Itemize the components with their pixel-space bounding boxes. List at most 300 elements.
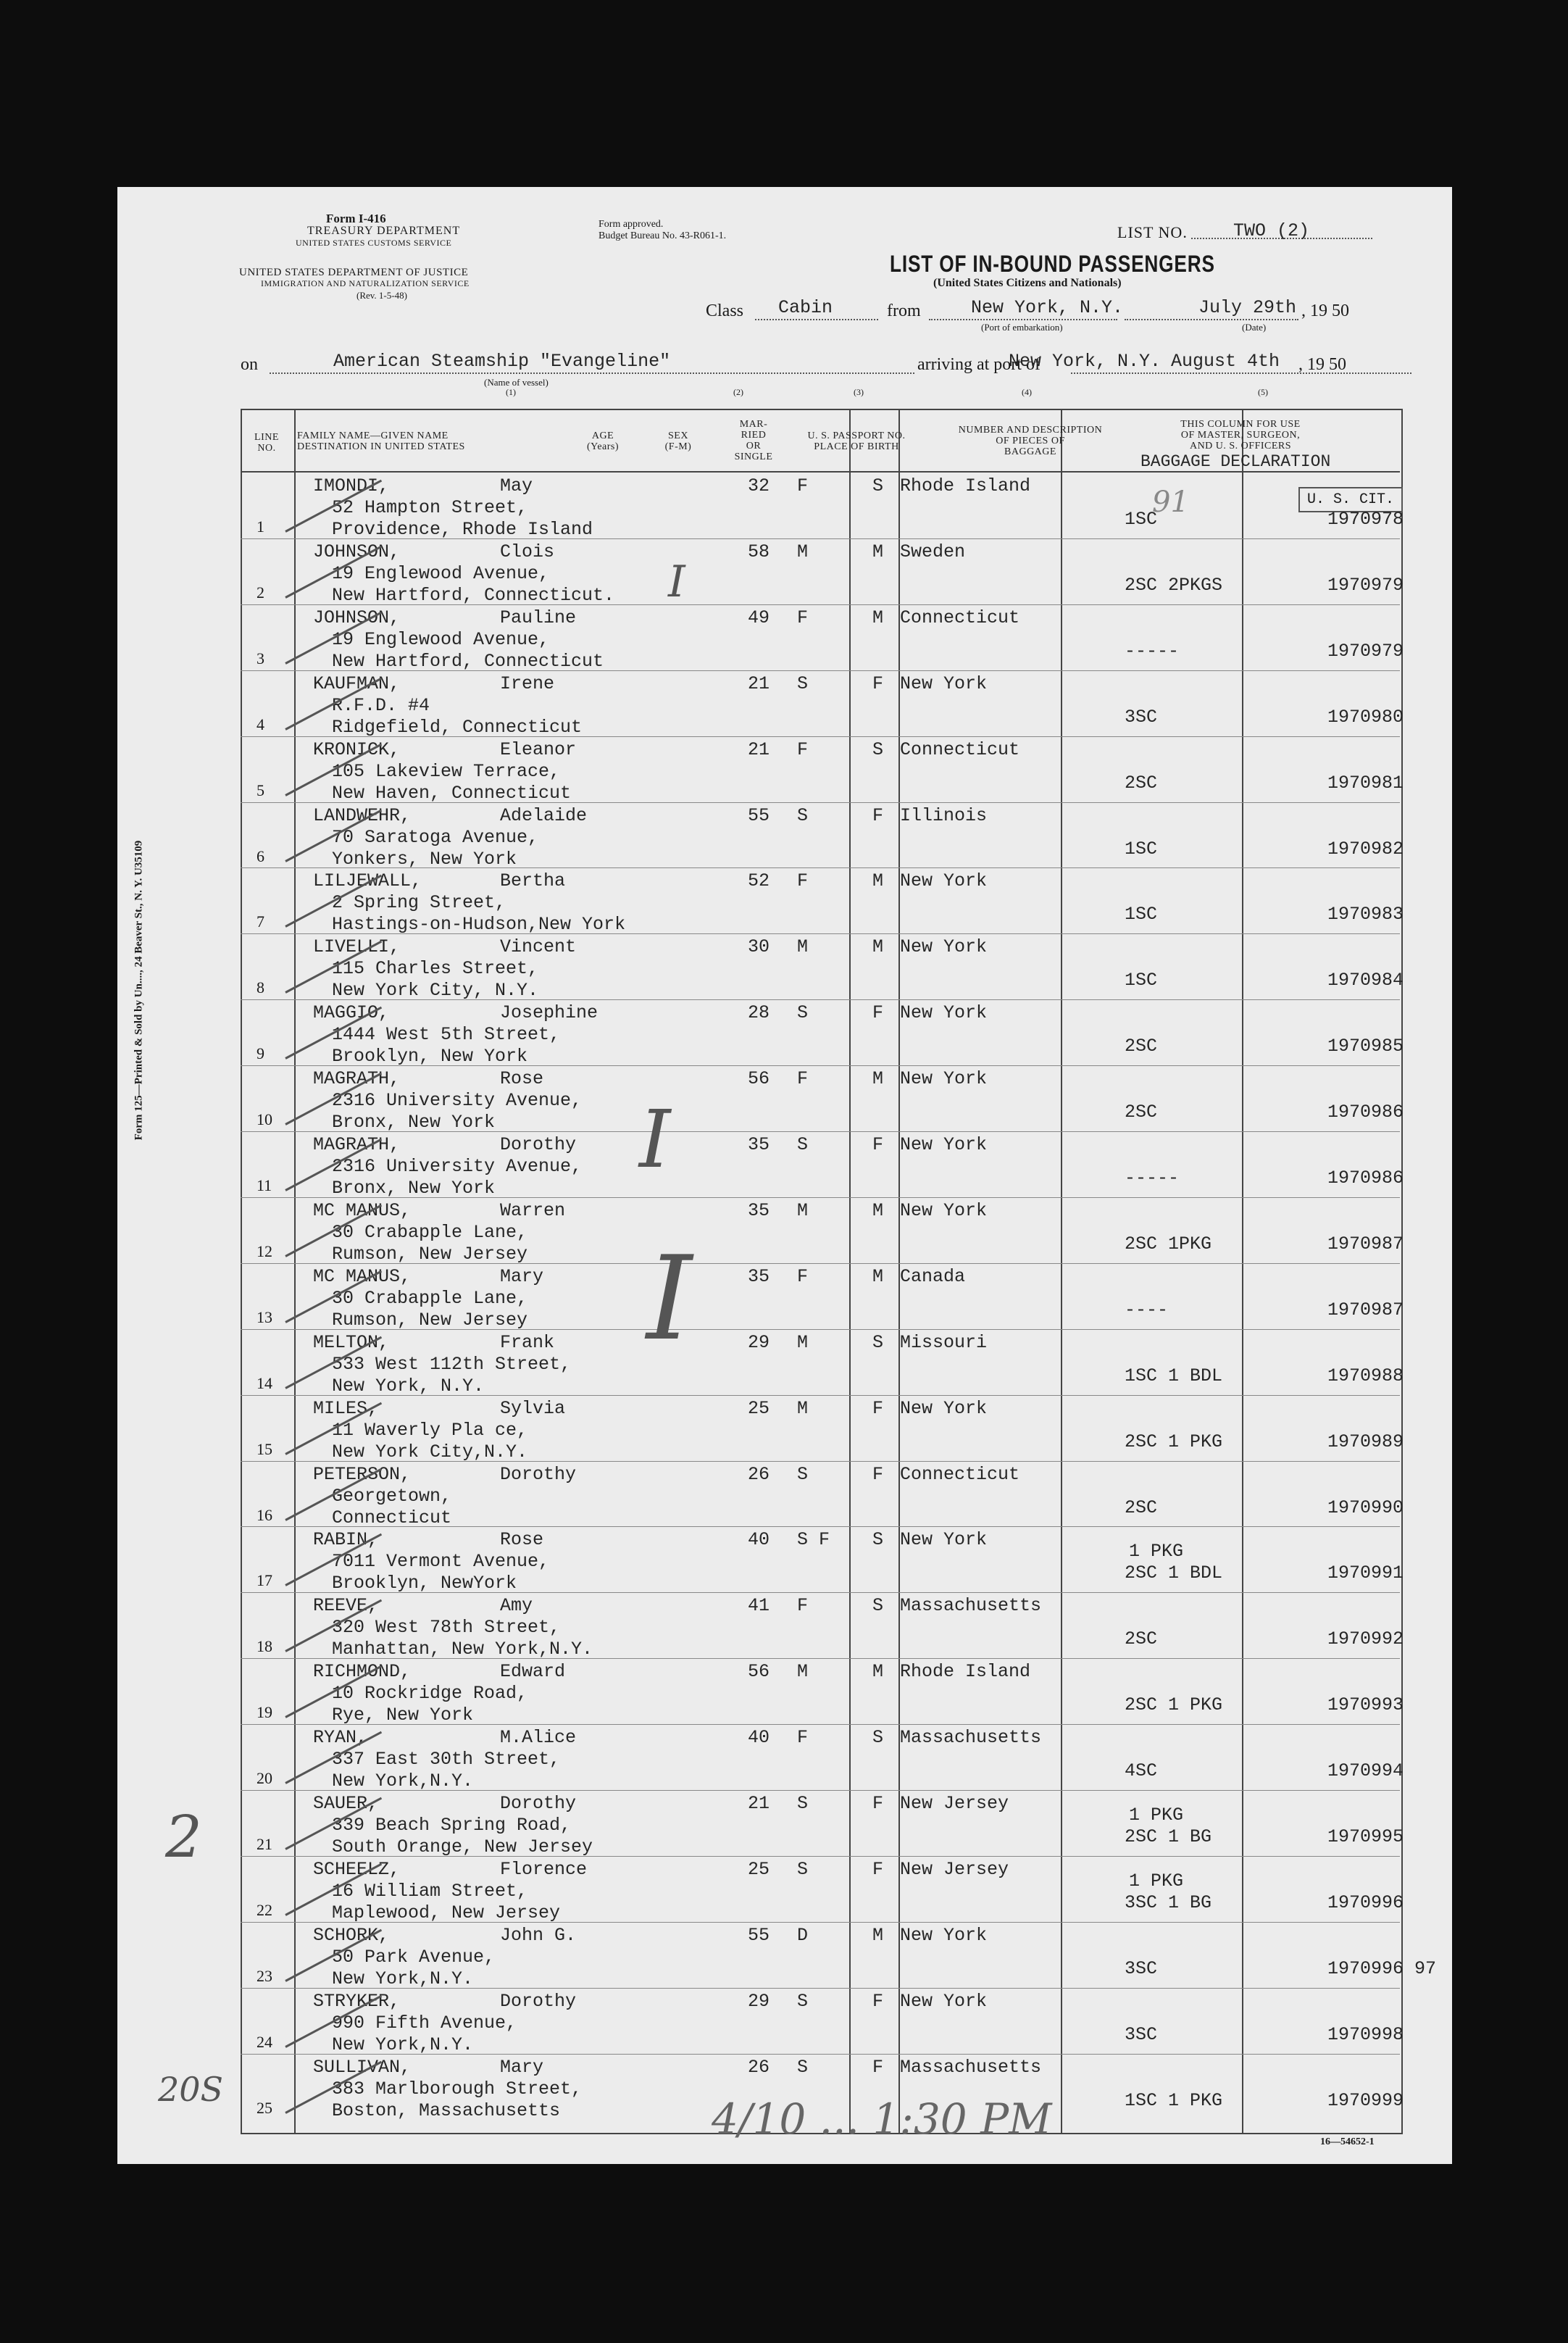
table-row	[241, 606, 1404, 672]
vessel-caption: (Name of vessel)	[484, 377, 549, 388]
passenger-baggage: 1SC 1 BDL	[1125, 1365, 1223, 1386]
col-line-header: LINE NO.	[254, 432, 279, 454]
list-no-value: TWO (2)	[1233, 220, 1310, 241]
passenger-age: 28	[748, 1002, 770, 1024]
passenger-given-name: M.Alice	[500, 1727, 577, 1749]
passenger-line-no: 22	[257, 1900, 272, 1919]
passenger-surname: LILJEWALL,	[313, 870, 422, 892]
passenger-given-name: Mary	[500, 1265, 544, 1287]
passenger-birthplace: New York	[900, 1990, 988, 2012]
passenger-sex: S	[797, 1002, 809, 1024]
passenger-address-line2: Maplewood, New Jersey	[332, 1902, 561, 1923]
table-row	[241, 540, 1404, 606]
passenger-marital-status: M	[872, 936, 884, 958]
page-title: LIST OF IN-BOUND PASSENGERS	[890, 251, 1215, 277]
form-approved: Form approved.	[599, 219, 664, 230]
passenger-baggage-declaration: 1970983	[1327, 904, 1404, 925]
passenger-birthplace: New York	[900, 936, 988, 958]
arrival-port: New York, N.Y.	[1009, 351, 1162, 372]
passenger-marital-status: S	[872, 1331, 884, 1353]
table-row	[241, 1528, 1404, 1594]
table-row	[241, 869, 1404, 936]
passenger-surname: KRONICK,	[313, 738, 401, 760]
passenger-given-name: Dorothy	[500, 1463, 577, 1485]
passenger-baggage: 2SC	[1125, 772, 1158, 794]
passenger-address-line2: Ridgefield, Connecticut	[332, 716, 583, 738]
passenger-baggage-declaration: 1970991	[1327, 1562, 1404, 1584]
passenger-sex: F	[797, 1595, 809, 1617]
passenger-sex: M	[797, 1661, 809, 1683]
passenger-baggage-declaration: 1970985	[1327, 1036, 1404, 1057]
passenger-age: 55	[748, 804, 770, 826]
passenger-address-line2: Rumson, New Jersey	[332, 1309, 528, 1331]
col-sex-header: SEX (F-M)	[664, 430, 692, 452]
passenger-birthplace: Connecticut	[900, 607, 1020, 628]
passenger-address-line2: Providence, Rhode Island	[332, 519, 593, 540]
table-row	[241, 1265, 1404, 1331]
passenger-line-no: 19	[257, 1703, 272, 1722]
passenger-age: 25	[748, 1397, 770, 1419]
passenger-given-name: Josephine	[500, 1002, 599, 1024]
passenger-sex: S	[797, 1134, 809, 1155]
passenger-surname: SULLIVAN,	[313, 2056, 412, 2078]
passenger-line-no: 25	[257, 2098, 272, 2117]
passenger-baggage: 1SC	[1125, 509, 1158, 530]
passenger-address-line2: New York City,N.Y.	[332, 1441, 528, 1462]
passenger-surname: MAGGIO,	[313, 1002, 390, 1024]
passenger-baggage: 2SC 2PKGS	[1125, 574, 1223, 596]
passenger-line-no: 21	[257, 1835, 272, 1853]
passenger-birthplace: Illinois	[900, 804, 988, 826]
passenger-baggage: 1SC	[1125, 970, 1158, 991]
passenger-baggage: 1SC 1 PKG	[1125, 2089, 1223, 2111]
passenger-baggage: 3SC 1 BG	[1125, 1892, 1212, 1913]
passenger-surname: MELTON,	[313, 1331, 390, 1353]
passenger-line-no: 15	[257, 1439, 272, 1458]
passenger-line-no: 8	[257, 978, 264, 997]
passenger-baggage: 2SC	[1125, 1497, 1158, 1518]
passenger-birthplace: New York	[900, 1002, 988, 1024]
port-caption: (Port of embarkation)	[981, 322, 1063, 333]
passenger-baggage: 4SC	[1125, 1760, 1158, 1782]
passenger-line-no: 17	[257, 1571, 272, 1590]
passenger-birthplace: Massachusetts	[900, 2056, 1042, 2078]
passenger-birthplace: Massachusetts	[900, 1595, 1042, 1617]
passenger-age: 21	[748, 738, 770, 760]
passenger-given-name: Pauline	[500, 607, 577, 628]
inspection-note: 4/10 ... 1:30 PM	[712, 2094, 1052, 2144]
passenger-address-line1: 70 Saratoga Avenue,	[332, 826, 539, 848]
passenger-sex: F	[797, 870, 809, 892]
passenger-surname: SCHEELZ,	[313, 1858, 401, 1880]
passenger-marital-status: M	[872, 1265, 884, 1287]
passenger-address-line2: Rye, New York	[332, 1705, 474, 1726]
passenger-sex: S	[797, 1463, 809, 1485]
passenger-address-line2: Connecticut	[332, 1507, 452, 1528]
passenger-surname: IMONDI,	[313, 475, 390, 496]
passenger-address-line1: 320 West 78th Street,	[332, 1617, 561, 1639]
passenger-address-line2: Boston, Massachusetts	[332, 2099, 561, 2121]
passenger-marital-status: S	[872, 1595, 884, 1617]
handwritten-bracket: I	[646, 1231, 693, 1366]
passenger-marital-status: S	[872, 1529, 884, 1551]
passenger-marital-status: S	[872, 1727, 884, 1749]
passenger-age: 35	[748, 1265, 770, 1287]
passenger-sex: D	[797, 1924, 809, 1946]
passenger-given-name: Dorothy	[500, 1793, 577, 1814]
passenger-baggage-extra: 1 PKG	[1129, 1870, 1184, 1892]
passenger-address-line1: 7011 Vermont Avenue,	[332, 1551, 550, 1573]
passenger-address-line1: 52 Hampton Street,	[332, 497, 528, 518]
passenger-line-no: 2	[257, 583, 264, 602]
passenger-birthplace: New York	[900, 1924, 988, 1946]
passenger-given-name: Sylvia	[500, 1397, 566, 1419]
passenger-address-line2: Bronx, New York	[332, 1178, 496, 1199]
passenger-line-no: 14	[257, 1373, 272, 1392]
passenger-baggage-declaration: 1970998	[1327, 2023, 1404, 2045]
passenger-address-line1: 50 Park Avenue,	[332, 1946, 496, 1968]
passenger-age: 32	[748, 475, 770, 496]
passenger-address-line1: R.F.D. #4	[332, 694, 430, 716]
passenger-baggage-declaration: 1970978	[1327, 509, 1404, 530]
passenger-age: 41	[748, 1595, 770, 1617]
passenger-address-line2: Bronx, New York	[332, 1112, 496, 1133]
passenger-age: 40	[748, 1529, 770, 1551]
table-row	[241, 804, 1404, 870]
passenger-marital-status: S	[872, 475, 884, 496]
passenger-given-name: Warren	[500, 1199, 566, 1221]
table-row	[241, 1199, 1404, 1265]
table-row	[241, 1331, 1404, 1397]
arrival-year: , 19 50	[1298, 355, 1346, 374]
passenger-marital-status: F	[872, 1002, 884, 1024]
passenger-given-name: Dorothy	[500, 1990, 577, 2012]
passenger-sex: M	[797, 936, 809, 958]
passenger-birthplace: Connecticut	[900, 738, 1020, 760]
passenger-baggage-declaration: 1970994	[1327, 1760, 1404, 1782]
col-num-1: (1)	[506, 387, 516, 397]
form-number: Form I-416	[326, 212, 386, 225]
passenger-sex: S	[797, 1858, 809, 1880]
passenger-marital-status: F	[872, 673, 884, 694]
passenger-line-no: 5	[257, 781, 264, 799]
passenger-address-line1: 19 Englewood Avenue,	[332, 562, 550, 584]
passenger-age: 30	[748, 936, 770, 958]
passenger-baggage: 2SC 1 BDL	[1125, 1562, 1223, 1584]
passenger-address-line1: 339 Beach Spring Road,	[332, 1815, 572, 1836]
from-label: from	[887, 301, 921, 320]
passenger-marital-status: M	[872, 870, 884, 892]
passenger-baggage-declaration: 1970992	[1327, 1628, 1404, 1650]
passenger-age: 26	[748, 1463, 770, 1485]
passenger-baggage-declaration: 1970984	[1327, 970, 1404, 991]
passenger-sex: S F	[797, 1529, 830, 1551]
table-row	[241, 1594, 1404, 1660]
passenger-sex: F	[797, 1068, 809, 1090]
justice-dept: UNITED STATES DEPARTMENT OF JUSTICE	[239, 267, 469, 278]
col-baggage-header: NUMBER AND DESCRIPTION OF PIECES OF BAGGAGE	[958, 425, 1103, 457]
passenger-surname: SAUER,	[313, 1793, 379, 1814]
class-label: Class	[706, 301, 744, 320]
passenger-given-name: May	[500, 475, 533, 496]
passenger-baggage-declaration: 1970981	[1327, 772, 1404, 794]
passenger-surname: MC MANUS,	[313, 1199, 412, 1221]
passenger-given-name: Bertha	[500, 870, 566, 892]
passenger-line-no: 10	[257, 1110, 272, 1129]
passenger-baggage: -----	[1125, 640, 1180, 662]
col-num-2: (2)	[733, 387, 743, 397]
passenger-age: 35	[748, 1199, 770, 1221]
passenger-address-line2: Hastings-on-Hudson,New York	[332, 914, 626, 936]
passenger-line-no: 11	[257, 1176, 272, 1194]
passenger-address-line2: New York, N.Y.	[332, 1375, 485, 1397]
passenger-address-line1: 11 Waverly Pla ce,	[332, 1419, 528, 1441]
handwritten-bracket: I	[639, 1093, 671, 1186]
passenger-line-no: 7	[257, 912, 264, 931]
passenger-address-line1: 10 Rockridge Road,	[332, 1683, 528, 1705]
passenger-address-line1: 2316 University Avenue,	[332, 1156, 583, 1177]
passenger-sex: F	[797, 738, 809, 760]
passenger-given-name: Florence	[500, 1858, 588, 1880]
passenger-age: 21	[748, 673, 770, 694]
passenger-birthplace: Rhode Island	[900, 1661, 1031, 1683]
passenger-given-name: Amy	[500, 1595, 533, 1617]
passenger-address-line2: New Hartford, Connecticut	[332, 650, 604, 672]
passenger-marital-status: F	[872, 1793, 884, 1814]
table-row	[241, 1989, 1404, 2055]
passenger-age: 55	[748, 1924, 770, 1946]
passenger-baggage-declaration: 1970989	[1327, 1431, 1404, 1452]
passenger-marital-status: F	[872, 1397, 884, 1419]
us-citizen-stamp: U. S. CIT.	[1298, 487, 1403, 512]
passenger-sex: F	[797, 1265, 809, 1287]
passenger-baggage-declaration: 1970986	[1327, 1102, 1404, 1123]
passenger-baggage: 2SC 1PKG	[1125, 1233, 1212, 1254]
table-row	[241, 1791, 1404, 1857]
arrival-date: August 4th	[1171, 351, 1280, 372]
list-no-label: LIST NO.	[1117, 223, 1188, 241]
passenger-baggage: 3SC	[1125, 2023, 1158, 2045]
passenger-given-name: Frank	[500, 1331, 555, 1353]
passenger-address-line1: 16 William Street,	[332, 1880, 528, 1902]
passenger-given-name: Edward	[500, 1661, 566, 1683]
col-name-header: FAMILY NAME—GIVEN NAME DESTINATION IN UNITED STATES	[297, 430, 465, 452]
passenger-baggage-extra: 1 PKG	[1129, 1541, 1184, 1562]
passenger-line-no: 20	[257, 1769, 272, 1788]
budget-bureau: Budget Bureau No. 43-R061-1.	[599, 230, 727, 241]
passenger-age: 40	[748, 1727, 770, 1749]
passenger-given-name: Rose	[500, 1068, 544, 1090]
table-row	[241, 1726, 1404, 1792]
revision: (Rev. 1-5-48)	[356, 290, 407, 301]
passenger-sex: S	[797, 1990, 809, 2012]
passenger-birthplace: Canada	[900, 1265, 966, 1287]
passenger-marital-status: S	[872, 738, 884, 760]
passenger-baggage: 2SC 1 PKG	[1125, 1694, 1223, 1716]
passenger-baggage-declaration: 1970999	[1327, 2089, 1404, 2111]
passenger-baggage: 1SC	[1125, 904, 1158, 925]
passenger-birthplace: Massachusetts	[900, 1727, 1042, 1749]
handwritten-bracket: I	[668, 557, 685, 607]
passenger-address-line1: 105 Lakeview Terrace,	[332, 760, 561, 782]
table-row	[241, 935, 1404, 1002]
passenger-age: 58	[748, 541, 770, 562]
passenger-baggage-declaration: 1970996	[1327, 1892, 1404, 1913]
passenger-age: 56	[748, 1661, 770, 1683]
passenger-age: 56	[748, 1068, 770, 1090]
passenger-sex: S	[797, 1793, 809, 1814]
passenger-surname: RABIN,	[313, 1529, 379, 1551]
passenger-address-line1: 337 East 30th Street,	[332, 1749, 561, 1770]
passenger-line-no: 4	[257, 715, 264, 733]
passenger-address-line1: 115 Charles Street,	[332, 958, 539, 980]
col-num-3: (3)	[854, 387, 864, 397]
class-value: Cabin	[778, 297, 833, 318]
passenger-age: 49	[748, 607, 770, 628]
passenger-surname: LIVELLI,	[313, 936, 401, 958]
passenger-given-name: Clois	[500, 541, 555, 562]
baggage-declaration-header: BAGGAGE DECLARATION	[1140, 452, 1331, 471]
passenger-age: 21	[748, 1793, 770, 1814]
passenger-surname: RYAN,	[313, 1727, 368, 1749]
passenger-baggage-declaration: 1970993	[1327, 1694, 1404, 1716]
passenger-address-line2: Brooklyn, NewYork	[332, 1573, 517, 1594]
passenger-sex: M	[797, 1397, 809, 1419]
passenger-address-line2: South Orange, New Jersey	[332, 1836, 593, 1857]
passenger-given-name: Adelaide	[500, 804, 588, 826]
passenger-age: 29	[748, 1331, 770, 1353]
passenger-address-line1: 2 Spring Street,	[332, 892, 506, 914]
col-passport-header: U. S. PASSPORT NO. PLACE OF BIRTH	[807, 430, 906, 452]
passenger-age: 29	[748, 1990, 770, 2012]
passenger-given-name: Irene	[500, 673, 555, 694]
margin-page-number: 2	[165, 1803, 202, 1870]
passenger-surname: RICHMOND,	[313, 1661, 412, 1683]
col-num-5: (5)	[1258, 387, 1268, 397]
passenger-marital-status: M	[872, 1661, 884, 1683]
passenger-birthplace: Missouri	[900, 1331, 988, 1353]
printer-credit: Form 125—Printed & Sold by Un...., 24 Beaver St., N. Y. U35109	[133, 840, 145, 1141]
passenger-given-name: Rose	[500, 1529, 544, 1551]
passenger-age: 25	[748, 1858, 770, 1880]
passenger-address-line2: Rumson, New Jersey	[332, 1243, 528, 1265]
date-caption: (Date)	[1242, 322, 1267, 333]
col-married-header: MAR- RIED OR SINGLE	[734, 419, 773, 462]
passenger-surname: REEVE,	[313, 1595, 379, 1617]
passenger-marital-status: F	[872, 1134, 884, 1155]
passenger-address-line2: New Hartford, Connecticut.	[332, 584, 615, 606]
passenger-baggage: 1SC	[1125, 838, 1158, 860]
passenger-birthplace: New York	[900, 1068, 988, 1090]
passenger-address-line2: Yonkers, New York	[332, 848, 517, 870]
passenger-address-line1: 1444 West 5th Street,	[332, 1024, 561, 1046]
passenger-baggage: 2SC 1 PKG	[1125, 1431, 1223, 1452]
passenger-birthplace: New York	[900, 1529, 988, 1551]
passenger-address-line2: New York City, N.Y.	[332, 980, 539, 1002]
vessel-name: American Steamship "Evangeline"	[333, 351, 671, 372]
passenger-baggage-declaration: 1970990	[1327, 1497, 1404, 1518]
table-row	[241, 474, 1404, 540]
passenger-sex: F	[797, 475, 809, 496]
passenger-baggage: 3SC	[1125, 1957, 1158, 1979]
passenger-surname: STRYKER,	[313, 1990, 401, 2012]
passenger-surname: JOHNSON,	[313, 607, 401, 628]
passenger-marital-status: M	[872, 607, 884, 628]
table-row	[241, 1067, 1404, 1133]
passenger-address-line1: 2316 University Avenue,	[332, 1090, 583, 1112]
passenger-address-line1: 19 Englewood Avenue,	[332, 628, 550, 650]
passenger-address-line2: New Haven, Connecticut	[332, 782, 572, 804]
passenger-surname: MILES,	[313, 1397, 379, 1419]
form-code: 16—54652-1	[1320, 2136, 1375, 2147]
passenger-line-no: 9	[257, 1044, 264, 1063]
passenger-birthplace: New Jersey	[900, 1858, 1009, 1880]
passenger-marital-status: M	[872, 541, 884, 562]
passenger-surname: KAUFMAN,	[313, 673, 401, 694]
passenger-address-line1: 30 Crabapple Lane,	[332, 1287, 528, 1309]
passenger-baggage-declaration: 1970988	[1327, 1365, 1404, 1386]
passenger-address-line2: New York,N.Y.	[332, 1968, 474, 1989]
passenger-given-name: Mary	[500, 2056, 544, 2078]
passenger-birthplace: New York	[900, 1397, 988, 1419]
passenger-address-line1: 383 Marlborough Street,	[332, 2078, 583, 2099]
passenger-sex: M	[797, 1331, 809, 1353]
passenger-given-name: Vincent	[500, 936, 577, 958]
passenger-baggage: 3SC	[1125, 706, 1158, 728]
pencil-note: 91	[1152, 486, 1189, 519]
passenger-birthplace: Rhode Island	[900, 475, 1031, 496]
passenger-birthplace: New Jersey	[900, 1793, 1009, 1814]
manifest-sheet	[117, 187, 1452, 2164]
passenger-surname: MAGRATH,	[313, 1068, 401, 1090]
passenger-line-no: 3	[257, 649, 264, 667]
passenger-sex: M	[797, 541, 809, 562]
passenger-baggage: ----	[1125, 1299, 1169, 1320]
passenger-marital-status: F	[872, 1858, 884, 1880]
passenger-baggage: 2SC 1 BG	[1125, 1826, 1212, 1847]
passenger-given-name: Dorothy	[500, 1134, 577, 1155]
passenger-line-no: 16	[257, 1505, 272, 1524]
table-row	[241, 1660, 1404, 1726]
passenger-age: 26	[748, 2056, 770, 2078]
passenger-baggage-declaration: 1970980	[1327, 706, 1404, 728]
treasury-dept: TREASURY DEPARTMENT	[307, 225, 461, 237]
passenger-birthplace: Connecticut	[900, 1463, 1020, 1485]
passenger-marital-status: F	[872, 2056, 884, 2078]
passenger-sex: S	[797, 804, 809, 826]
passenger-age: 52	[748, 870, 770, 892]
passenger-given-name: Eleanor	[500, 738, 577, 760]
table-row	[241, 1397, 1404, 1462]
passenger-baggage: 2SC	[1125, 1102, 1158, 1123]
passenger-marital-status: M	[872, 1068, 884, 1090]
passenger-baggage-declaration: 1970979	[1327, 640, 1404, 662]
table-row	[241, 1133, 1404, 1199]
passenger-line-no: 23	[257, 1966, 272, 1985]
passenger-surname: LANDWEHR,	[313, 804, 412, 826]
passenger-sex: F	[797, 607, 809, 628]
date-year: , 19 50	[1301, 301, 1349, 320]
col-master-header: THIS COLUMN FOR USE OF MASTER, SURGEON, AND U. S. OFFICERS	[1180, 419, 1301, 451]
passenger-address-line1: 533 West 112th Street,	[332, 1353, 572, 1375]
passenger-address-line2: New York,N.Y.	[332, 2034, 474, 2055]
table-row	[241, 1923, 1437, 1989]
passenger-baggage-declaration: 1970982	[1327, 838, 1404, 860]
passenger-marital-status: F	[872, 1463, 884, 1485]
passenger-line-no: 18	[257, 1637, 272, 1656]
passenger-birthplace: New York	[900, 1134, 988, 1155]
passenger-baggage-extra: 1 PKG	[1129, 1805, 1184, 1826]
